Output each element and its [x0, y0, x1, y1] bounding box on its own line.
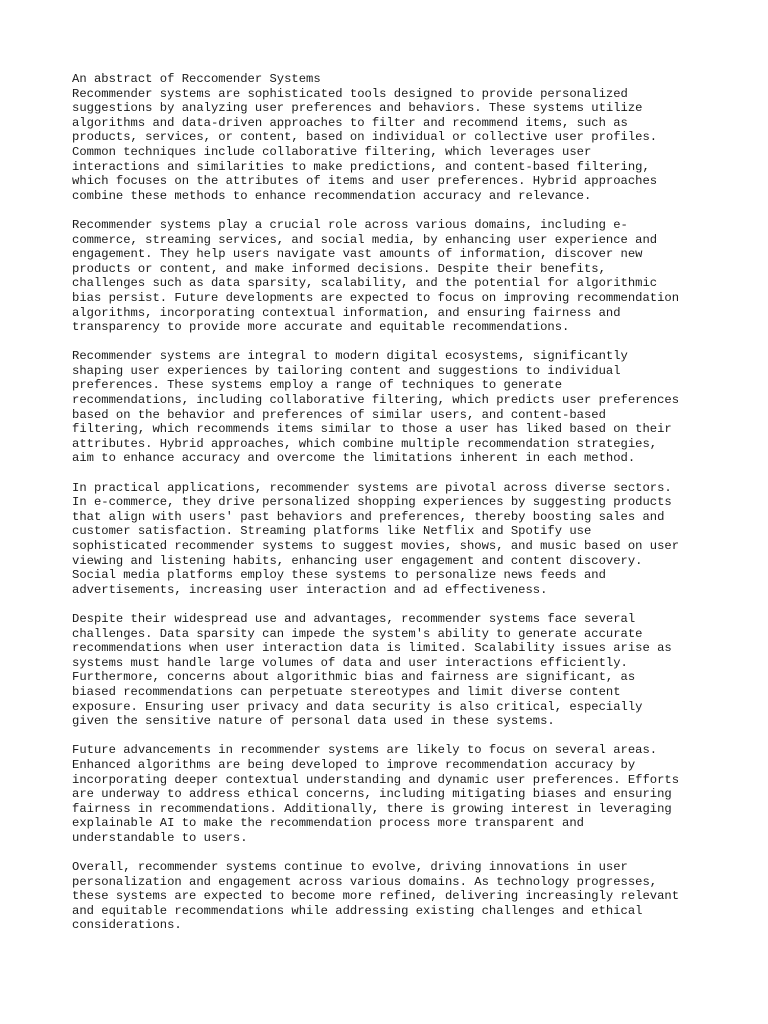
document-page — [72, 72, 712, 948]
paragraph — [72, 481, 712, 598]
paragraph-line: systems must handle large volumes of data and user interactions efficiently. — [72, 655, 628, 670]
paragraph-line: products or content, and make informed decisions. Despite their benefits, — [72, 261, 606, 276]
paragraph-line: Recommender systems are integral to modern digital ecosystems, significantly — [72, 349, 628, 364]
paragraph-line: Common techniques include collaborative filtering, which leverages user — [72, 144, 592, 159]
paragraph-line: Furthermore, concerns about algorithmic bias and fairness are significant, as — [72, 670, 636, 685]
paragraph-line: products, services, or content, based on individual or collective user profiles. — [72, 130, 658, 145]
paragraph-line: commerce, streaming services, and social media, by enhancing user experience and — [72, 232, 658, 247]
paragraph — [72, 612, 712, 729]
paragraph-line: recommendations when user interaction data is limited. Scalability issues arise as — [72, 641, 672, 656]
paragraph-line: Future advancements in recommender systems are likely to focus on several areas. — [72, 743, 658, 758]
paragraph-line: these systems are expected to become more refined, delivering increasingly relevant — [72, 889, 680, 904]
paragraph-line: transparency to provide more accurate and equitable recommendations. — [72, 320, 570, 335]
paragraph-line: advertisements, increasing user interaction and ad effectiveness. — [72, 582, 548, 597]
document-title: An abstract of Reccomender Systems — [72, 72, 321, 86]
paragraph-line: given the sensitive nature of personal data used in these systems. — [72, 714, 555, 729]
paragraph-line: based on the behavior and preferences of similar users, and content-based — [72, 407, 606, 422]
paragraph-line: In practical applications, recommender systems are pivotal across diverse sectors. — [72, 480, 672, 495]
paragraph-line: preferences. These systems employ a range of techniques to generate — [72, 378, 563, 393]
paragraph-line: algorithms and data-driven approaches to filter and recommend items, such as — [72, 115, 628, 130]
paragraph-line: considerations. — [72, 918, 182, 933]
paragraph — [72, 349, 712, 466]
paragraph — [72, 860, 712, 933]
paragraph-line: shaping user experiences by tailoring content and suggestions to individual — [72, 363, 621, 378]
paragraph-line: understandable to users. — [72, 830, 248, 845]
paragraph-line: sophisticated recommender systems to suggest movies, shows, and music based on user — [72, 539, 680, 553]
paragraph-line: viewing and listening habits, enhancing user engagement and content discovery. — [72, 553, 643, 568]
paragraph-line: are underway to address ethical concerns, including mitigating biases and ensuring — [72, 787, 672, 802]
paragraph — [72, 87, 712, 204]
paragraph-line: algorithms, incorporating contextual information, and ensuring fairness and — [72, 305, 621, 320]
paragraph-line: Recommender systems are sophisticated tools designed to provide personalized — [72, 86, 628, 101]
paragraph-line: attributes. Hybrid approaches, which combine multiple recommendation strategies, — [72, 436, 658, 451]
paragraph-line: recommendations, including collaborative filtering, which predicts user preferences — [72, 393, 680, 408]
paragraph-line: challenges such as data sparsity, scalability, and the potential for algorithmic — [72, 276, 658, 291]
paragraph-line: interactions and similarities to make predictions, and content-based filtering, — [72, 159, 650, 174]
paragraph-line: Despite their widespread use and advantages, recommender systems face several — [72, 611, 636, 626]
paragraph-line: biased recommendations can perpetuate stereotypes and limit diverse content — [72, 684, 621, 699]
paragraph-line: that align with users' past behaviors and preferences, thereby boosting sales and — [72, 509, 665, 524]
paragraph-line: combine these methods to enhance recommendation accuracy and relevance. — [72, 188, 592, 203]
paragraph-line: challenges. Data sparsity can impede the system's ability to generate accurate — [72, 626, 643, 641]
paragraph — [72, 743, 712, 845]
paragraph-line: explainable AI to make the recommendation process more transparent and — [72, 816, 584, 831]
paragraph-line: filtering, which recommends items similar to those a user has liked based on their — [72, 422, 672, 437]
paragraph-line: engagement. They help users navigate vast amounts of information, discover new — [72, 247, 643, 262]
paragraph-line: bias persist. Future developments are expected to focus on improving recommendation — [72, 290, 680, 305]
paragraph-line: personalization and engagement across various domains. As technology progresses, — [72, 874, 658, 889]
document-body — [72, 87, 712, 933]
paragraph — [72, 218, 712, 335]
paragraph-line: which focuses on the attributes of items and user preferences. Hybrid approaches — [72, 174, 658, 189]
paragraph-line: Social media platforms employ these systems to personalize news feeds and — [72, 568, 606, 583]
paragraph-line: Overall, recommender systems continue to evolve, driving innovations in user — [72, 860, 628, 875]
paragraph-line: Enhanced algorithms are being developed to improve recommendation accuracy by — [72, 757, 636, 772]
paragraph-line: incorporating deeper contextual understanding and dynamic user preferences. Efforts — [72, 772, 680, 787]
paragraph-line: exposure. Ensuring user privacy and data security is also critical, especially — [72, 699, 643, 714]
paragraph-line: suggestions by analyzing user preferences and behaviors. These systems utilize — [72, 101, 643, 116]
paragraph-line: aim to enhance accuracy and overcome the limitations inherent in each method. — [72, 451, 636, 466]
paragraph-line: In e-commerce, they drive personalized shopping experiences by suggesting products — [72, 495, 672, 510]
paragraph-line: Recommender systems play a crucial role across various domains, including e- — [72, 217, 628, 232]
paragraph-line: fairness in recommendations. Additionally, there is growing interest in leveraging — [72, 801, 672, 816]
paragraph-line: and equitable recommendations while addressing existing challenges and ethical — [72, 903, 643, 918]
paragraph-line: customer satisfaction. Streaming platforms like Netflix and Spotify use — [72, 524, 592, 539]
